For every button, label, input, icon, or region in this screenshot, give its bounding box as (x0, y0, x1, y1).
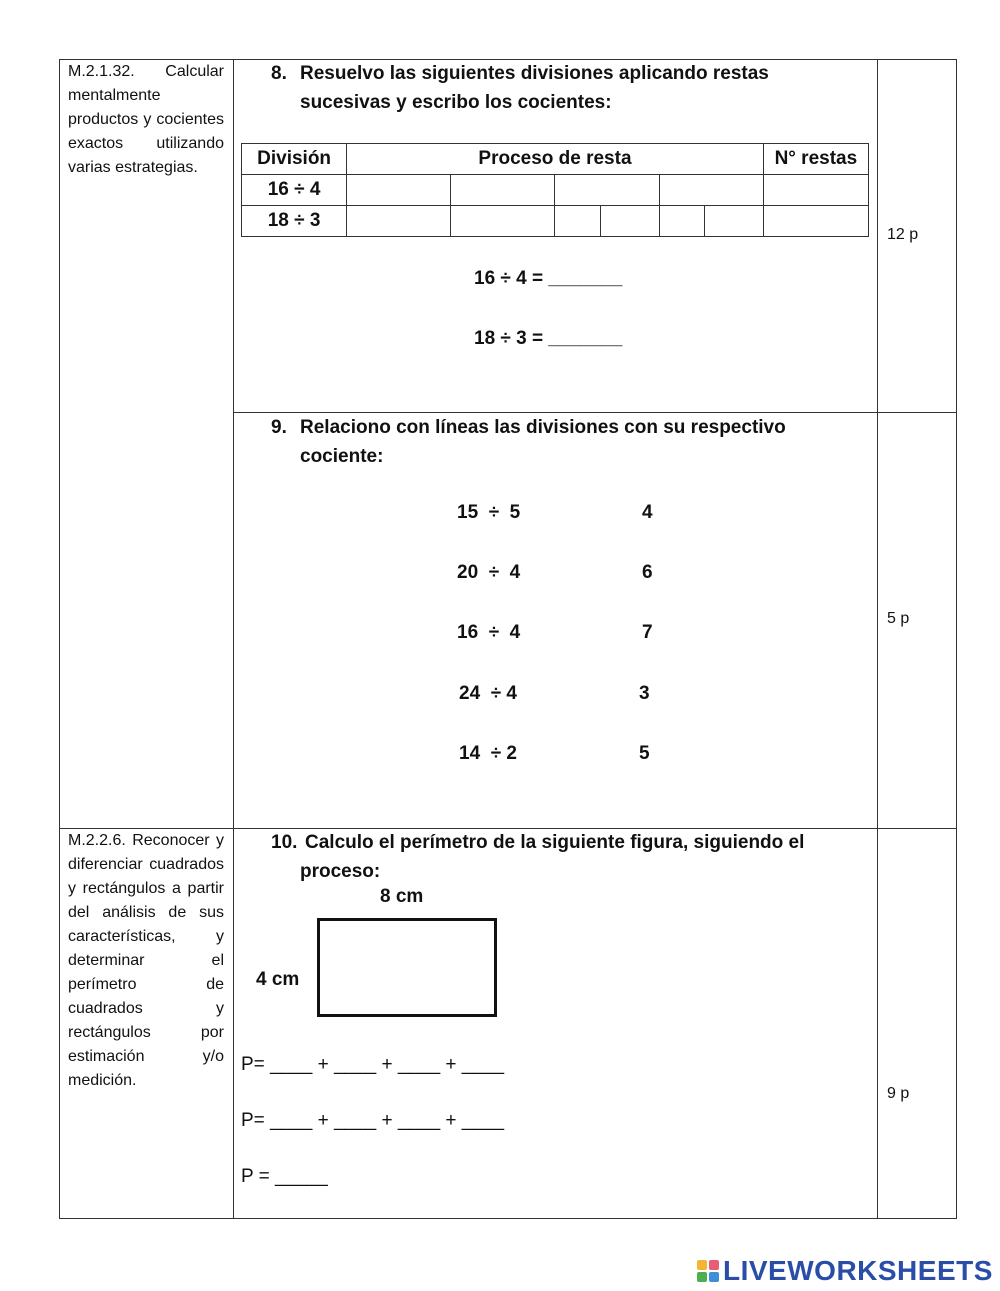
answer-cell[interactable] (763, 175, 868, 206)
q9-text-line2: cociente: (300, 446, 384, 467)
answer-cell[interactable] (555, 206, 600, 237)
q10-number: 10. (271, 832, 298, 853)
answer-cell[interactable] (451, 206, 555, 237)
division-item[interactable]: 20 ÷ 4 (457, 562, 521, 583)
answer-cell[interactable] (600, 206, 659, 237)
subtraction-table (241, 143, 869, 237)
border-bottom (59, 1218, 957, 1219)
division-item[interactable]: 15 ÷ 5 (457, 502, 521, 523)
q8-number: 8. (271, 63, 287, 84)
answer-cell[interactable] (347, 175, 451, 206)
q9-text-line1: Relaciono con líneas las divisiones con su respectivo (300, 417, 786, 438)
answer-cell[interactable] (763, 206, 868, 237)
liveworksheets-logo (697, 1255, 993, 1287)
answer-cell[interactable] (659, 206, 704, 237)
answer-cell[interactable] (659, 175, 763, 206)
border-right (956, 59, 957, 1219)
logo-icon (697, 1260, 719, 1282)
answer-cell[interactable] (555, 175, 659, 206)
row-division-label: 18 ÷ 3 (242, 206, 347, 237)
q10-points: 9 p (887, 1085, 910, 1102)
q8-points: 12 p (887, 226, 919, 243)
quotient-item[interactable]: 3 (639, 683, 650, 704)
q9-number: 9. (271, 417, 287, 438)
table-header-row (242, 144, 869, 175)
q10-text-line2: proceso: (300, 861, 381, 882)
q8-text-line2: sucesivas y escribo los cocientes: (300, 92, 612, 113)
divider-col-1 (233, 59, 234, 1219)
quotient-item[interactable]: 5 (639, 743, 650, 764)
objective-1: M.2.1.32. Calcular mentalmente productos y cocientes exactos utilizando varias estrategias. (68, 63, 224, 176)
perimeter-formula-1[interactable]: P= ____ + ____ + ____ + ____ (241, 1054, 505, 1075)
perimeter-formula-2[interactable]: P= ____ + ____ + ____ + ____ (241, 1110, 505, 1131)
quotient-item[interactable]: 4 (642, 502, 653, 523)
perimeter-result[interactable]: P = _____ (241, 1166, 328, 1187)
q10-text-line1: Calculo el perímetro de la siguiente figura, siguiendo el (305, 832, 805, 853)
division-item[interactable]: 14 ÷ 2 (459, 743, 517, 764)
q8-equation-1[interactable]: 16 ÷ 4 = _______ (474, 268, 623, 289)
divider-col-2 (877, 59, 878, 1219)
q8-equation-2[interactable]: 18 ÷ 3 = _______ (474, 328, 623, 349)
objective-2: M.2.2.6. Reconocer y diferenciar cuadrados y rectángulos a partir del análisis de sus características, y determinar el perímetro de cuadrados y rectángulos por estimación y/o medición. (68, 832, 224, 1089)
quotient-item[interactable]: 6 (642, 562, 653, 583)
division-item[interactable]: 24 ÷ 4 (459, 683, 517, 704)
rectangle-figure (317, 918, 497, 1017)
answer-cell[interactable] (451, 175, 555, 206)
quotient-item[interactable]: 7 (642, 622, 653, 643)
q9-points: 5 p (887, 610, 910, 627)
row-division-label: 16 ÷ 4 (242, 175, 347, 206)
division-item[interactable]: 16 ÷ 4 (457, 622, 521, 643)
header-division: División (242, 144, 347, 175)
answer-cell[interactable] (347, 206, 451, 237)
table-row (242, 175, 869, 206)
q8-text-line1: Resuelvo las siguientes divisiones aplicando restas (300, 63, 769, 84)
rectangle-height-label: 4 cm (256, 969, 300, 990)
logo-text: LIVEWORKSHEETS (723, 1255, 993, 1286)
table-row (242, 206, 869, 237)
rectangle-width-label: 8 cm (380, 886, 424, 907)
header-count: N° restas (763, 144, 868, 175)
border-left (59, 59, 60, 1219)
answer-cell[interactable] (704, 206, 763, 237)
header-process: Proceso de resta (347, 144, 764, 175)
